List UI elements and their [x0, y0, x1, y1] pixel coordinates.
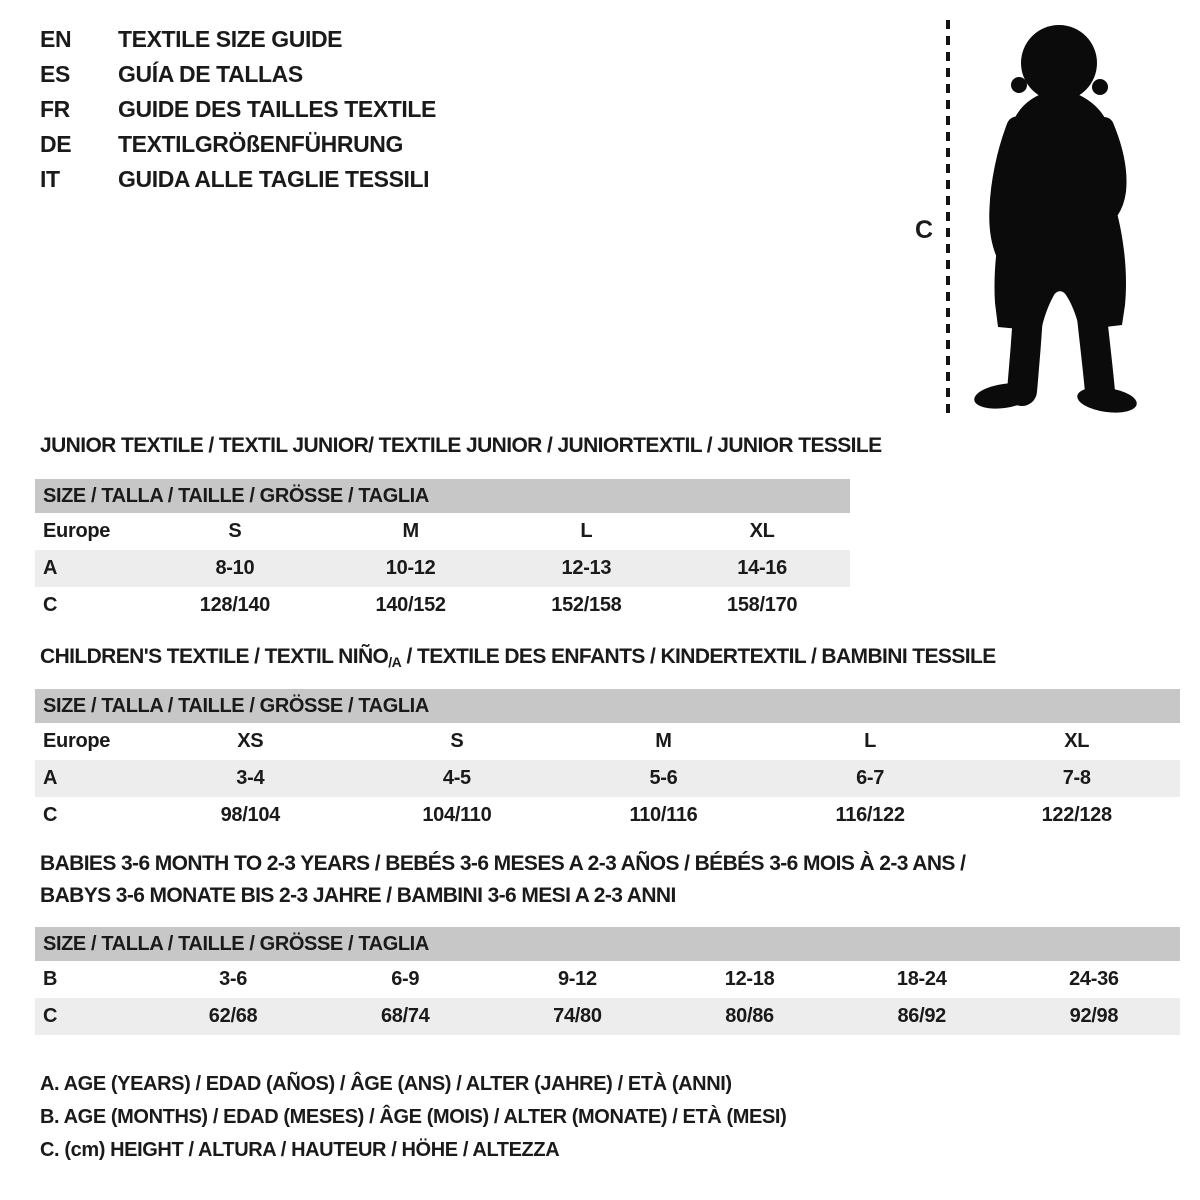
table-row-height [35, 587, 850, 624]
table-cell: 62/68 [208, 1005, 258, 1027]
row-label: Europe [43, 520, 111, 542]
table-row-age [35, 760, 1180, 797]
junior-section-title: JUNIOR TEXTILE / TEXTIL JUNIOR/ TEXTILE JUNIOR / JUNIORTEXTIL / JUNIOR TESSILE [40, 434, 882, 457]
table-row-europe [35, 513, 850, 550]
guide-title-fr: GUIDE DES TAILLES TEXTILE [118, 96, 436, 122]
babies-size-table [35, 927, 1180, 1035]
row-label: B [43, 968, 58, 990]
table-cell: 12-18 [724, 968, 775, 990]
table-cell: 74/80 [553, 1005, 602, 1027]
size-table-header: SIZE / TALLA / TAILLE / GRÖSSE / TAGLIA [35, 927, 1180, 961]
children-section-title [40, 645, 996, 669]
size-table-header: SIZE / TALLA / TAILLE / GRÖSSE / TAGLIA [35, 479, 850, 513]
table-cell: L [864, 730, 877, 752]
language-code: FR [40, 96, 70, 122]
table-cell: 116/122 [835, 804, 905, 826]
table-cell: 86/92 [897, 1005, 947, 1027]
table-cell: 4-5 [442, 767, 471, 789]
table-cell: 8-10 [215, 557, 255, 579]
table-cell: S [228, 520, 242, 542]
table-row-age [35, 550, 850, 587]
row-label: C [43, 594, 58, 616]
junior-size-table [35, 479, 850, 624]
legend-line-c: C. (cm) HEIGHT / ALTURA / HAUTEUR / HÖHE / ALTEZZA [40, 1139, 560, 1161]
baby-silhouette-icon [962, 14, 1147, 416]
table-cell: XL [749, 520, 775, 542]
table-cell: 68/74 [380, 1005, 430, 1027]
children-title-sub: /A [388, 654, 402, 670]
table-cell: 110/116 [629, 804, 698, 826]
guide-title-de: TEXTILGRÖßENFÜHRUNG [118, 131, 403, 157]
table-cell: M [655, 730, 672, 752]
language-code: ES [40, 61, 70, 87]
language-title-list [40, 28, 436, 191]
table-cell: 9-12 [557, 968, 597, 990]
table-cell: 3-6 [219, 968, 248, 990]
table-cell: 5-6 [649, 767, 678, 789]
table-cell: 98/104 [220, 804, 280, 826]
row-label: Europe [43, 730, 111, 752]
table-cell: L [580, 520, 593, 542]
table-cell: M [402, 520, 419, 542]
language-code: IT [40, 166, 60, 192]
row-label: A [43, 767, 58, 789]
table-cell: 18-24 [896, 968, 947, 990]
table-cell: 158/170 [727, 594, 798, 616]
children-title-text: CHILDREN'S TEXTILE / TEXTIL NIÑO [40, 645, 389, 668]
size-table-header: SIZE / TALLA / TAILLE / GRÖSSE / TAGLIA [35, 689, 1180, 723]
table-row-height [35, 998, 1180, 1035]
table-cell: 152/158 [551, 594, 622, 616]
language-code: EN [40, 26, 72, 52]
legend-line-b: B. AGE (MONTHS) / EDAD (MESES) / ÂGE (MOIS) / ALTER (MONATE) / ETÀ (MESI) [40, 1106, 787, 1128]
table-cell: 3-4 [236, 767, 265, 789]
table-row-months [35, 961, 1180, 998]
table-cell: 12-13 [561, 557, 612, 579]
row-label: C [43, 1005, 58, 1027]
table-cell: 140/152 [375, 594, 446, 616]
table-cell: 80/86 [725, 1005, 774, 1027]
table-cell: 128/140 [199, 594, 270, 616]
table-cell: 10-12 [385, 557, 436, 579]
table-row-height [35, 797, 1180, 834]
guide-title-es: GUÍA DE TALLAS [118, 61, 303, 87]
legend-line-a: A. AGE (YEARS) / EDAD (AÑOS) / ÂGE (ANS) / ALTER (JAHRE) / ETÀ (ANNI) [40, 1073, 732, 1095]
row-label: C [43, 804, 58, 826]
table-cell: 104/110 [422, 804, 492, 826]
language-code: DE [40, 131, 72, 157]
table-cell: S [450, 730, 464, 752]
table-cell: 14-16 [737, 557, 787, 579]
guide-title-it: GUIDA ALLE TAGLIE TESSILI [118, 166, 430, 192]
table-cell: 122/128 [1041, 804, 1112, 826]
dashed-measure-line-icon [944, 18, 952, 418]
table-cell: XS [237, 730, 264, 752]
table-cell: 6-7 [856, 767, 885, 789]
height-measure-label: C [915, 216, 934, 244]
babies-title-line2: BABYS 3-6 MONATE BIS 2-3 JAHRE / BAMBINI 3-6 MESI A 2-3 ANNI [40, 884, 676, 907]
babies-section-title [40, 848, 965, 912]
table-cell: 6-9 [391, 968, 420, 990]
table-cell: 24-36 [1069, 968, 1119, 990]
guide-title-en: TEXTILE SIZE GUIDE [118, 26, 343, 52]
table-cell: 7-8 [1062, 767, 1091, 789]
table-cell: XL [1064, 730, 1090, 752]
table-row-europe [35, 723, 1180, 760]
table-cell: 92/98 [1069, 1005, 1119, 1027]
measurement-legend [40, 1068, 786, 1167]
row-label: A [43, 557, 58, 579]
children-title-text: / TEXTILE DES ENFANTS / KINDERTEXTIL / BAMBINI TESSILE [401, 645, 996, 668]
children-size-table [35, 689, 1180, 834]
babies-title-line1: BABIES 3-6 MONTH TO 2-3 YEARS / BEBÉS 3-6 MESES A 2-3 AÑOS / BÉBÉS 3-6 MOIS À 2-3 ANS / [40, 852, 966, 875]
